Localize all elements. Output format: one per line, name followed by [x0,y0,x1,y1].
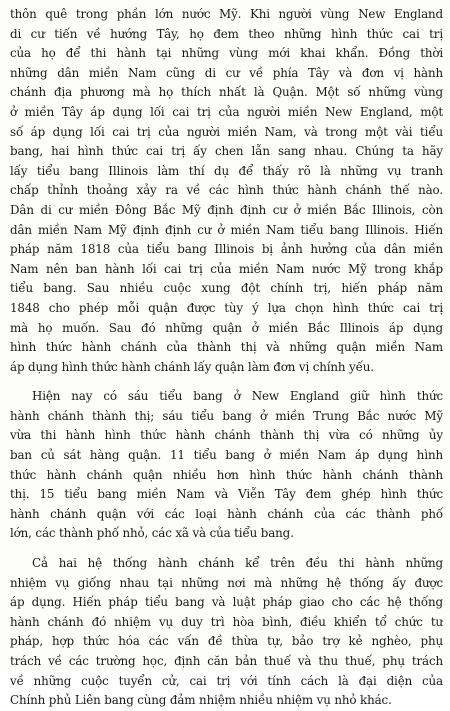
text-line: ban củ sát hàng quận. 11 tiểu bang ở miền Nam áp dụng hình [10,448,443,463]
text-line: áp dụng. Hiến pháp tiểu bang và luật pháp giao cho các hệ thống [10,595,443,610]
text-line: lấy tiểu bang Illinois làm thí dụ để thấy rõ là những vụ tranh [10,163,443,178]
text-line: tiểu bang. Sau nhiều cuộc xung đột chính trị, hiến pháp năm [10,281,443,296]
text-line: ở miền Tây áp dụng lối cai trị của người miền New England, một [10,104,443,119]
text-line: vừa thi hành hình thức hành chánh thành thị vừa có những ủy [10,428,443,443]
text-line: hành chánh đó nhiệm vụ duy trì hòa bình, điều khiển tổ chức tư [10,614,443,629]
text-line: thôn quê trong phần lớn nước Mỹ. Khi người vùng New England [10,7,443,21]
text-line: bang, hai hình thức cai trị ấy chen lẫn sang nhau. Chúng ta hãy [10,144,443,159]
text-line: hành chánh quận với các loại hành chánh của các thành phố [10,506,443,521]
text-line: số áp dụng lối cai trị của người miền Nam, và trong một vài tiểu [10,124,443,139]
paragraph-gap [10,377,443,387]
text-line: nhiệm vụ giống nhau tại những nơi mà những hệ thống ấy được [10,575,443,590]
text-line: Chính phủ Liên bang cùng đảm nhiệm nhiều nhiệm vụ nhỏ khác. [10,693,392,708]
text-line: di cư tiến về hướng Tây, họ đem theo những hình thức cai trị [10,26,443,41]
paragraph [10,5,443,377]
paragraph-gap [10,544,443,554]
text-line: pháp, hợp thức hóa các vấn đề thừa tự, bảo trợ kẻ nghèo, phụ [10,634,443,649]
text-line: chánh địa phương mà họ thích nhất là Quận. Một số những vùng [10,85,443,100]
text-line: về những cuộc tuyển cử, cai trị với tính cách là đại diện của [10,673,443,688]
text-line: áp dụng hình thức hành chánh lấy quận làm đơn vị chính yếu. [10,359,374,374]
text-line: Dân di cư miền Đông Bắc Mỹ định định cư ở miền Bắc Illinois, còn [10,202,443,217]
text-line: Nam nên ban hành lối cai trị của miền Nam nước Mỹ trong khắp [10,261,443,276]
paragraph [10,387,443,544]
text-line: pháp năm 1818 của tiểu bang Illinois bị ảnh hưởng của dân miền [10,242,443,257]
text-line: những dân miền Nam cũng di cư về phía Tây và đơn vị hành [10,65,443,80]
document-body [10,5,443,711]
text-line: 1848 cho phép mỗi quận được tùy ý lựa chọn hình thức cai trị [10,300,443,315]
text-line: lớn, các thành phố nhỏ, các xã và của tiểu bang. [10,526,294,541]
text-line: của họ để thi hành tại những vùng mới khai khẩn. Đồng thời [10,46,443,61]
text-line: Hiện nay có sáu tiểu bang ở New England giữ hình thức [32,389,443,404]
text-line: hành chánh thành thị; sáu tiểu bang ở miền Trung Bắc nước Mỹ [10,408,443,423]
text-line: dân miền Nam Mỹ định định cư ở miền Nam tiểu bang Illinois. Hiến [10,222,443,237]
text-line: mà họ muốn. Sau đó những quận ở miền Bắc Illinois áp dụng [10,320,443,335]
text-line: trách về các trường học, định căn bản thuế và thu thuế, phụ trách [10,654,443,668]
text-line: thị. 15 tiểu bang miền Nam và Viễn Tây đem ghép hình thức [10,487,443,502]
text-line: thức hành chánh quận nhiều hơn hình thức hành chánh thành [10,467,443,482]
text-line: Cả hai hệ thống hành chánh kể trên đều thi hành những [32,556,443,571]
paragraph [10,554,443,711]
text-line: hình thức hành chánh của thành thị và những quận miền Nam [10,340,443,355]
text-line: chấp thỉnh thoảng xảy ra về các hình thức hành chánh thế nào. [10,183,443,198]
